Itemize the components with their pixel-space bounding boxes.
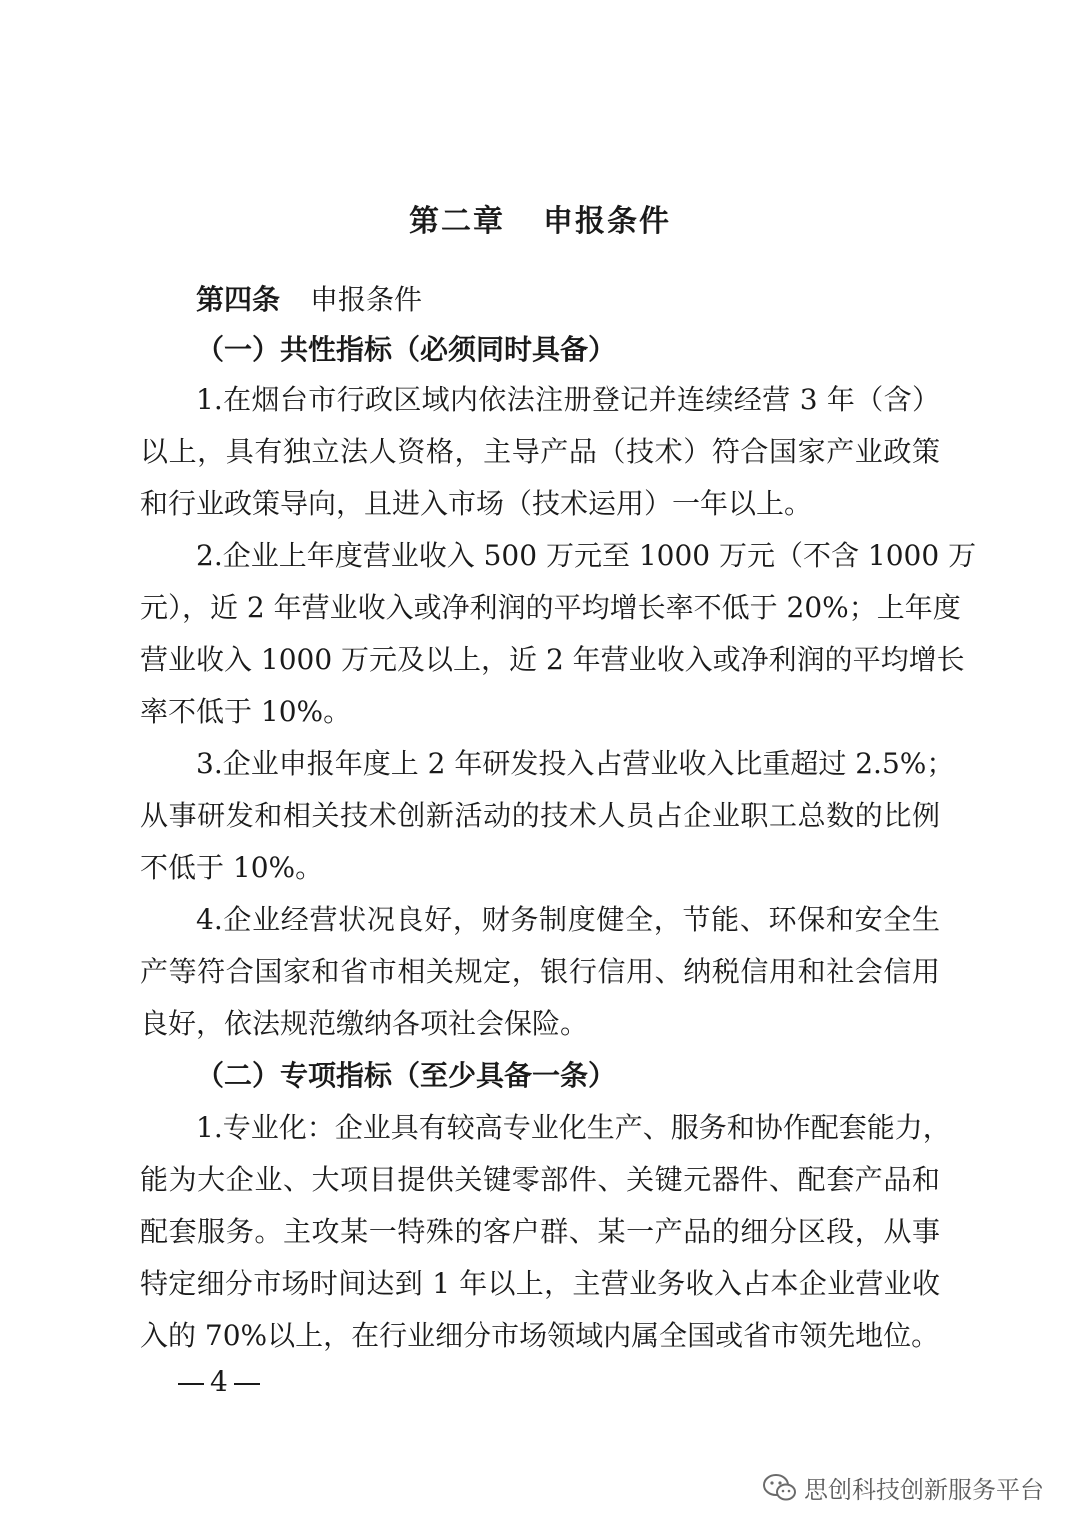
chapter-number: 第二章: [409, 204, 505, 239]
chapter-title: [0, 196, 1080, 240]
chapter-name: 申报条件: [543, 204, 671, 239]
paragraph-line: 3.企业申报年度上 2 年研发投入占营业收入比重超过 2.5%；: [196, 747, 955, 780]
watermark-text: 思创科技创新服务平台: [804, 1476, 1044, 1504]
paragraph-line: 能为大企业、大项目提供关键零部件、关键元器件、配套产品和: [140, 1163, 940, 1196]
article-number: 第四条: [196, 283, 281, 316]
section-heading-special: （二）专项指标（至少具备一条）: [196, 1059, 617, 1092]
paragraph-line: 1.在烟台市行政区域内依法注册登记并连续经营 3 年（含）: [196, 383, 940, 416]
paragraph-line: 4.企业经营状况良好，财务制度健全，节能、环保和安全生: [196, 903, 940, 936]
page-number-dash-right: [234, 1383, 260, 1385]
wechat-icon: [762, 1473, 798, 1503]
paragraph-line: 从事研发和相关技术创新活动的技术人员占企业职工总数的比例: [140, 799, 940, 832]
source-watermark: [762, 1470, 1044, 1505]
article-title: 申报条件: [310, 283, 423, 316]
paragraph-line: 不低于 10%。: [140, 851, 324, 884]
paragraph-line: 和行业政策导向，且进入市场（技术运用）一年以上。: [140, 487, 813, 520]
paragraph-line: 特定细分市场时间达到 1 年以上，主营业务收入占本企业营业收: [140, 1267, 940, 1300]
page-number-value: 4: [210, 1365, 228, 1398]
article-heading: [196, 274, 422, 326]
paragraph-line: 产等符合国家和省市相关规定，银行信用、纳税信用和社会信用: [140, 955, 940, 988]
page-number: [172, 1362, 266, 1402]
page-number-dash-left: [178, 1383, 204, 1385]
paragraph-line: 以上，具有独立法人资格，主导产品（技术）符合国家产业政策: [140, 435, 940, 468]
paragraph-line: 良好，依法规范缴纳各项社会保险。: [140, 1007, 589, 1040]
paragraph-line: 1.专业化：企业具有较高专业化生产、服务和协作配套能力，: [196, 1111, 951, 1144]
paragraph-line: 入的 70%以上，在行业细分市场领域内属全国或省市领先地位。: [140, 1319, 940, 1352]
paragraph-line: 元），近 2 年营业收入或净利润的平均增长率不低于 20%；上年度: [140, 591, 961, 624]
paragraph-line: 营业收入 1000 万元及以上，近 2 年营业收入或净利润的平均增长: [140, 643, 965, 676]
section-heading-common: （一）共性指标（必须同时具备）: [196, 333, 617, 366]
paragraph-line: 2.企业上年度营业收入 500 万元至 1000 万元（不含 1000 万: [196, 539, 977, 572]
paragraph-line: 配套服务。主攻某一特殊的客户群、某一产品的细分区段，从事: [140, 1215, 940, 1248]
paragraph-line: 率不低于 10%。: [140, 695, 352, 728]
